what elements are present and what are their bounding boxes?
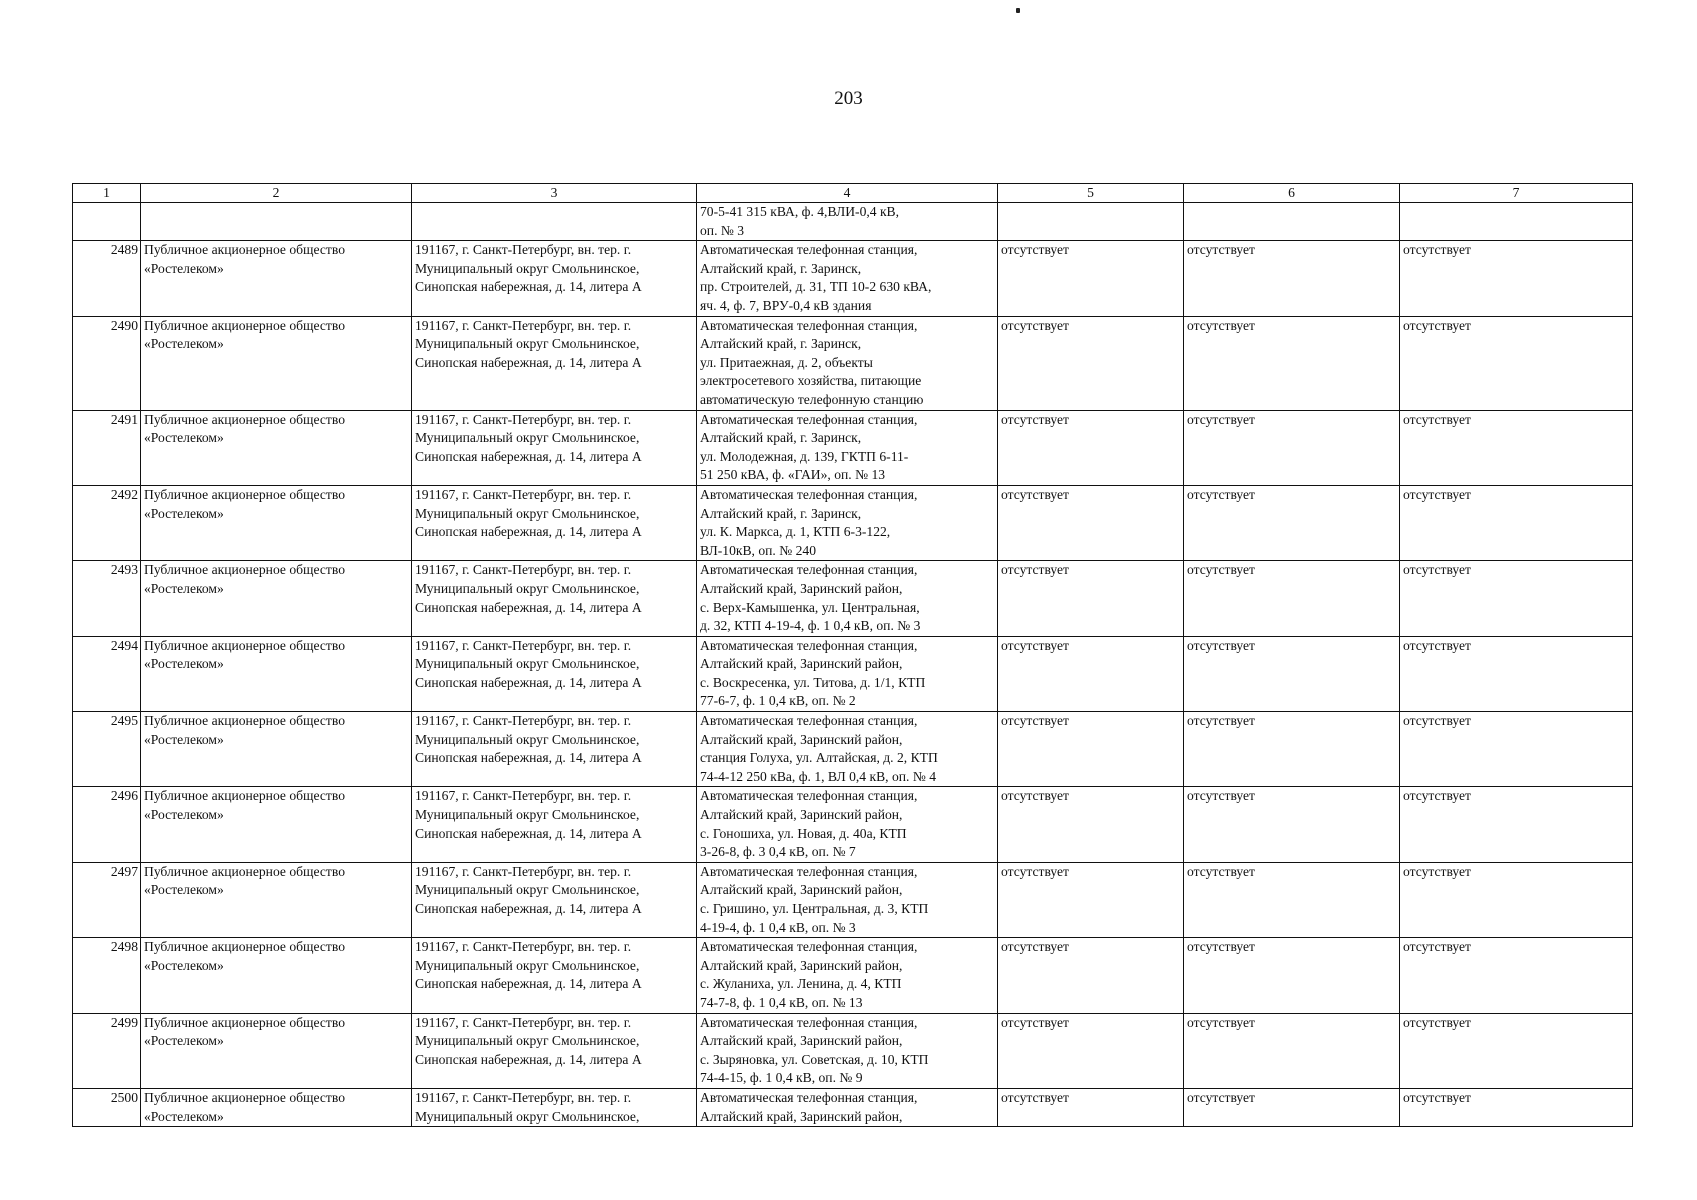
cell-address-line: Синопская набережная, д. 14, литера А [415,976,642,992]
cell-object [697,561,998,636]
cell-org [141,316,412,410]
cell-object [697,410,998,485]
cell-num: 2494 [73,636,141,711]
cell-object-line: 74-4-15, ф. 1 0,4 кВ, оп. № 9 [700,1070,863,1086]
cell-col5: отсутствует [998,712,1184,787]
cell-address-line: Синопская набережная, д. 14, литера А [415,524,642,540]
cell-object-line: с. Гоношиха, ул. Новая, д. 40а, КТП [700,825,907,841]
cell-object-line: Алтайский край, Заринский район, [700,882,903,898]
cell-org [141,241,412,316]
cell-org [141,485,412,560]
cell-org-line: Публичное акционерное общество [144,562,345,578]
cell-num [73,203,141,241]
cell-col7: отсутствует [1400,787,1633,862]
cell-address-line: Муниципальный округ Смольнинское, [415,1108,640,1124]
cell-object-line: 77-6-7, ф. 1 0,4 кВ, оп. № 2 [700,693,856,709]
column-number-6: 6 [1184,184,1400,203]
cell-object-line: Автоматическая телефонная станция, [700,1014,918,1030]
cell-address [412,485,697,560]
cell-col6: отсутствует [1184,316,1400,410]
cell-org [141,938,412,1013]
cell-object-line: с. Гришино, ул. Центральная, д. 3, КТП [700,901,929,916]
cell-object-line: 3-26-8, ф. 3 0,4 кВ, оп. № 7 [700,844,856,860]
cell-address [412,203,697,241]
cell-col7: отсутствует [1400,241,1633,316]
cell-address-line: Муниципальный округ Смольнинское, [415,1033,640,1049]
cell-col6: отсутствует [1184,1013,1400,1088]
cell-object-line: с. Жуланиха, ул. Ленина, д. 4, КТП [700,976,902,992]
cell-org-line: Публичное акционерное общество [144,939,345,955]
cell-address [412,410,697,485]
cell-col5: отсутствует [998,938,1184,1013]
cell-address-line: Синопская набережная, д. 14, литера А [415,825,642,841]
cell-object-line: с. Верх-Камышенка, ул. Центральная, [700,599,920,615]
cell-address [412,862,697,937]
table-row [73,636,1633,711]
cell-col6: отсутствует [1184,938,1400,1013]
table-row [73,862,1633,937]
table-row [73,410,1633,485]
cell-org-line: «Ростелеком» [144,882,224,898]
cell-num: 2495 [73,712,141,787]
column-number-3: 3 [412,184,697,203]
cell-num: 2496 [73,787,141,862]
column-number-2: 2 [141,184,412,203]
cell-object-line: Алтайский край, Заринский район, [700,656,903,672]
cell-object [697,485,998,560]
cell-object-line: оп. № 3 [700,222,745,238]
cell-org [141,636,412,711]
cell-object-line: ул. Притаежная, д. 2, объекты [700,354,873,370]
cell-object [697,787,998,862]
column-number-row [73,184,1633,203]
cell-object-line: яч. 4, ф. 7, ВРУ-0,4 кВ здания [700,297,872,313]
table-row [73,316,1633,410]
cell-object-line: Автоматическая телефонная станция, [700,242,918,258]
cell-address-line: Синопская набережная, д. 14, литера А [415,599,642,615]
cell-object-line: Автоматическая телефонная станция, [700,939,918,955]
cell-col6: отсутствует [1184,862,1400,937]
cell-object-line: 74-4-12 250 кВа, ф. 1, ВЛ 0,4 кВ, оп. № 4 [700,768,936,784]
cell-col5: отсутствует [998,636,1184,711]
cell-col7: отсутствует [1400,636,1633,711]
cell-address-line: 191167, г. Санкт-Петербург, вн. тер. г. [415,411,632,427]
cell-address-line: Синопская набережная, д. 14, литера А [415,901,642,916]
cell-num: 2493 [73,561,141,636]
cell-object-line: Автоматическая телефонная станция, [700,863,918,879]
cell-col5: отсутствует [998,862,1184,937]
table-row [73,787,1633,862]
cell-org-line: Публичное акционерное общество [144,486,345,502]
column-number-5: 5 [998,184,1184,203]
cell-col7: отсутствует [1400,712,1633,787]
cell-object [697,862,998,937]
cell-address [412,316,697,410]
table-row [73,712,1633,787]
cell-col7: отсутствует [1400,1013,1633,1088]
column-number-4: 4 [697,184,998,203]
cell-col7: отсутствует [1400,938,1633,1013]
column-number-1: 1 [73,184,141,203]
cell-address [412,636,697,711]
cell-col6 [1184,203,1400,241]
cell-org-line: «Ростелеком» [144,336,224,352]
cell-address-line: 191167, г. Санкт-Петербург, вн. тер. г. [415,1089,632,1105]
cell-object-line: Алтайский край, г. Заринск, [700,336,862,352]
cell-col6: отсутствует [1184,636,1400,711]
cell-col7: отсутствует [1400,561,1633,636]
cell-object-line: 70-5-41 315 кВА, ф. 4,ВЛИ-0,4 кВ, [700,204,900,219]
cell-object [697,636,998,711]
scan-speck [1016,8,1020,13]
cell-org-line: «Ростелеком» [144,1108,224,1124]
table-body [73,203,1633,1127]
table-row [73,1088,1633,1126]
cell-address-line: Муниципальный округ Смольнинское, [415,882,640,898]
cell-col7 [1400,203,1633,241]
cell-object [697,1088,998,1126]
cell-address-line: 191167, г. Санкт-Петербург, вн. тер. г. [415,242,632,258]
cell-address-line: 191167, г. Санкт-Петербург, вн. тер. г. [415,788,632,804]
cell-org-line: «Ростелеком» [144,731,224,747]
cell-address-line: 191167, г. Санкт-Петербург, вн. тер. г. [415,486,632,502]
cell-object-line: Автоматическая телефонная станция, [700,317,918,333]
cell-address-line: Муниципальный округ Смольнинское, [415,656,640,672]
cell-org-line: «Ростелеком» [144,1033,224,1049]
cell-org-line: Публичное акционерное общество [144,411,345,427]
cell-object-line: Алтайский край, Заринский район, [700,1108,903,1124]
cell-object-line: Автоматическая телефонная станция, [700,1089,918,1105]
cell-col5: отсутствует [998,241,1184,316]
cell-object [697,938,998,1013]
cell-address-line: 191167, г. Санкт-Петербург, вн. тер. г. [415,863,632,879]
cell-col6: отсутствует [1184,410,1400,485]
cell-address-line: Синопская набережная, д. 14, литера А [415,354,642,370]
cell-col5: отсутствует [998,1013,1184,1088]
cell-object-line: станция Голуха, ул. Алтайская, д. 2, КТП [700,750,938,766]
cell-org [141,862,412,937]
cell-address-line: Синопская набережная, д. 14, литера А [415,674,642,690]
cell-address [412,561,697,636]
cell-object-line: Алтайский край, Заринский район, [700,731,903,747]
cell-org [141,561,412,636]
cell-address-line: 191167, г. Санкт-Петербург, вн. тер. г. [415,713,632,729]
cell-org [141,1088,412,1126]
cell-object-line: Алтайский край, Заринский район, [700,957,903,973]
cell-address [412,1088,697,1126]
cell-address [412,241,697,316]
cell-object-line: с. Воскресенка, ул. Титова, д. 1/1, КТП [700,674,926,690]
cell-object-line: д. 32, КТП 4-19-4, ф. 1 0,4 кВ, оп. № 3 [700,618,921,634]
cell-object-line: Автоматическая телефонная станция, [700,637,918,653]
cell-object-line: Автоматическая телефонная станция, [700,788,918,804]
cell-object-line: с. Зыряновка, ул. Советская, д. 10, КТП [700,1051,929,1067]
cell-num: 2490 [73,316,141,410]
cell-object-line: Автоматическая телефонная станция, [700,411,918,427]
registry-table [72,183,1633,1127]
cell-col5: отсутствует [998,316,1184,410]
cell-org-line: Публичное акционерное общество [144,713,345,729]
cell-col6: отсутствует [1184,1088,1400,1126]
cell-num: 2497 [73,862,141,937]
table-row [73,1013,1633,1088]
cell-object-line: Алтайский край, Заринский район, [700,580,903,596]
cell-org-line: «Ростелеком» [144,656,224,672]
cell-address-line: 191167, г. Санкт-Петербург, вн. тер. г. [415,562,632,578]
cell-object-line: ул. К. Маркса, д. 1, КТП 6-3-122, [700,524,891,540]
cell-col7: отсутствует [1400,410,1633,485]
cell-address-line: Муниципальный округ Смольнинское, [415,260,640,276]
cell-address-line: 191167, г. Санкт-Петербург, вн. тер. г. [415,317,632,333]
cell-org-line: Публичное акционерное общество [144,788,345,804]
cell-org-line: «Ростелеком» [144,957,224,973]
cell-object [697,712,998,787]
cell-col7: отсутствует [1400,316,1633,410]
cell-address-line: Муниципальный округ Смольнинское, [415,336,640,352]
cell-address-line: Синопская набережная, д. 14, литера А [415,279,642,295]
table-row [73,241,1633,316]
cell-col6: отсутствует [1184,241,1400,316]
cell-address-line: Муниципальный округ Смольнинское, [415,430,640,446]
cell-address [412,1013,697,1088]
column-number-7: 7 [1400,184,1633,203]
cell-org-line: Публичное акционерное общество [144,863,345,879]
cell-address [412,938,697,1013]
cell-address-line: 191167, г. Санкт-Петербург, вн. тер. г. [415,939,632,955]
cell-col5: отсутствует [998,410,1184,485]
cell-address-line: 191167, г. Санкт-Петербург, вн. тер. г. [415,1014,632,1030]
cell-object-line: автоматическую телефонную станцию [700,391,924,407]
cell-object-line: Алтайский край, Заринский район, [700,807,903,823]
cell-object-line: 4-19-4, ф. 1 0,4 кВ, оп. № 3 [700,919,856,935]
cell-num: 2489 [73,241,141,316]
cell-object [697,203,998,241]
cell-org [141,787,412,862]
cell-org-line: Публичное акционерное общество [144,1089,345,1105]
cell-col6: отсутствует [1184,561,1400,636]
cell-num: 2499 [73,1013,141,1088]
cell-object-line: Алтайский край, г. Заринск, [700,505,862,521]
cell-col6: отсутствует [1184,485,1400,560]
cell-num: 2492 [73,485,141,560]
cell-object-line: Автоматическая телефонная станция, [700,562,918,578]
cell-num: 2500 [73,1088,141,1126]
cell-org-line: Публичное акционерное общество [144,317,345,333]
cell-object-line: ВЛ-10кВ, оп. № 240 [700,542,816,558]
cell-num: 2498 [73,938,141,1013]
cell-object-line: ул. Молодежная, д. 139, ГКТП 6-11- [700,448,909,464]
cell-object [697,1013,998,1088]
cell-col5 [998,203,1184,241]
cell-address-line: Муниципальный округ Смольнинское, [415,580,640,596]
table-row [73,485,1633,560]
cell-org [141,410,412,485]
cell-col7: отсутствует [1400,1088,1633,1126]
table-row [73,561,1633,636]
cell-org-line: Публичное акционерное общество [144,637,345,653]
cell-col5: отсутствует [998,1088,1184,1126]
cell-object-line: Алтайский край, г. Заринск, [700,260,862,276]
cell-object-line: 51 250 кВА, ф. «ГАИ», оп. № 13 [700,467,886,483]
cell-address-line: Муниципальный округ Смольнинское, [415,807,640,823]
cell-address-line: Муниципальный округ Смольнинское, [415,731,640,747]
cell-object-line: 74-7-8, ф. 1 0,4 кВ, оп. № 13 [700,994,863,1010]
cell-org [141,1013,412,1088]
cell-org [141,712,412,787]
cell-object [697,241,998,316]
cell-address-line: Муниципальный округ Смольнинское, [415,505,640,521]
cell-col5: отсутствует [998,787,1184,862]
table-row [73,938,1633,1013]
cell-object-line: электросетевого хозяйства, питающие [700,373,922,389]
cell-org-line: «Ростелеком» [144,807,224,823]
continuation-row [73,203,1633,241]
cell-address [412,787,697,862]
cell-org-line: Публичное акционерное общество [144,242,345,258]
cell-col6: отсутствует [1184,787,1400,862]
cell-address-line: Синопская набережная, д. 14, литера А [415,448,642,464]
cell-org-line: «Ростелеком» [144,260,224,276]
cell-object-line: Алтайский край, г. Заринск, [700,430,862,446]
cell-object [697,316,998,410]
cell-org-line: «Ростелеком» [144,430,224,446]
cell-org-line: «Ростелеком» [144,505,224,521]
page-number: 203 [834,88,863,109]
cell-col5: отсутствует [998,485,1184,560]
cell-col6: отсутствует [1184,712,1400,787]
cell-org-line: «Ростелеком» [144,580,224,596]
cell-col7: отсутствует [1400,862,1633,937]
cell-org-line: Публичное акционерное общество [144,1014,345,1030]
cell-address-line: 191167, г. Санкт-Петербург, вн. тер. г. [415,637,632,653]
cell-address-line: Синопская набережная, д. 14, литера А [415,750,642,766]
cell-address-line: Синопская набережная, д. 14, литера А [415,1051,642,1067]
cell-org [141,203,412,241]
cell-num: 2491 [73,410,141,485]
cell-address [412,712,697,787]
cell-col5: отсутствует [998,561,1184,636]
cell-object-line: пр. Строителей, д. 31, ТП 10-2 630 кВА, [700,279,932,295]
cell-address-line: Муниципальный округ Смольнинское, [415,957,640,973]
cell-col7: отсутствует [1400,485,1633,560]
cell-object-line: Алтайский край, Заринский район, [700,1033,903,1049]
cell-object-line: Автоматическая телефонная станция, [700,486,918,502]
cell-object-line: Автоматическая телефонная станция, [700,713,918,729]
